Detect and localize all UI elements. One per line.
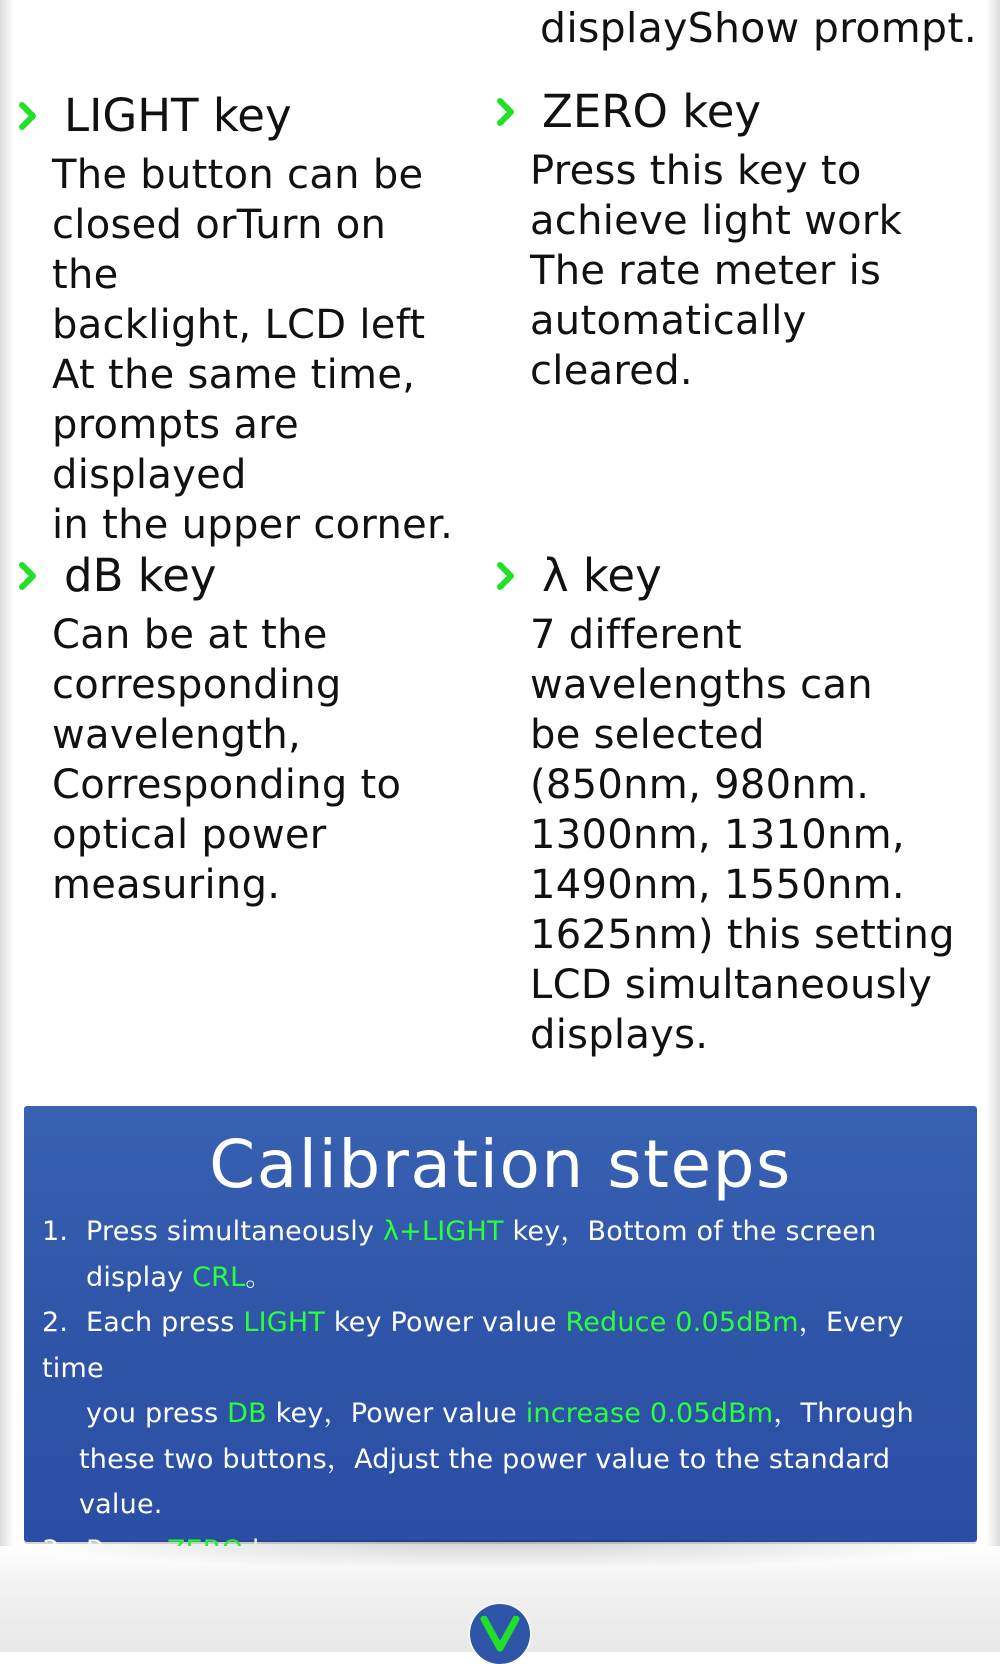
panel-shadow (0, 1540, 1000, 1570)
right-edge-shade (986, 0, 1000, 1652)
step-highlight: LIGHT (243, 1307, 326, 1338)
prior-text-fragment: displayShow prompt. (540, 4, 978, 52)
step-text: ，Every time (42, 1307, 904, 1384)
light-key-title: LIGHT key (64, 89, 292, 142)
step-text: 。 (245, 1261, 273, 1293)
chevron-right-icon (496, 92, 530, 132)
chevron-right-icon (18, 96, 52, 136)
db-key-title: dB key (64, 549, 217, 602)
db-key-section (18, 548, 458, 910)
calibration-step-2-cont2 (42, 1437, 971, 1528)
calibration-title: Calibration steps (209, 1126, 792, 1203)
step-highlight: DB (227, 1398, 267, 1429)
calibration-step-1-cont (42, 1255, 971, 1301)
light-key-section (18, 88, 458, 550)
zero-key-title: ZERO key (542, 85, 762, 138)
lambda-key-header (496, 548, 956, 604)
step-text: key Power value (325, 1307, 566, 1338)
lambda-key-title: λ key (542, 549, 662, 602)
check-v-icon (470, 1604, 530, 1664)
calibration-step-2 (42, 1300, 971, 1391)
step-text: you press (86, 1398, 228, 1429)
zero-key-header (496, 84, 936, 140)
step-text: Each press (86, 1307, 244, 1338)
zero-key-description: Press this key to achieve light work The rate meter is automatically cleared. (530, 148, 903, 394)
light-key-header (18, 88, 458, 144)
step-text: display (86, 1261, 193, 1293)
step-highlight: λ+LIGHT (382, 1216, 504, 1247)
step-highlight: Reduce 0.05dBm (565, 1307, 799, 1338)
calibration-step-2-cont (42, 1391, 971, 1437)
step-number: 1. (42, 1216, 69, 1247)
left-edge-shade (0, 0, 14, 1652)
zero-key-section (496, 84, 936, 396)
calibration-step-1 (42, 1209, 971, 1255)
step-highlight: CRL (192, 1261, 246, 1293)
chevron-right-icon (18, 556, 52, 596)
lambda-key-section (496, 548, 956, 1060)
step-highlight: increase 0.05dBm (525, 1398, 774, 1429)
step-number: 2. (42, 1307, 69, 1338)
step-text: these two buttons，Adjust the power value to the standard value. (79, 1443, 891, 1520)
db-key-header (18, 548, 458, 604)
light-key-description: The button can be closed orTurn on the backlight, LCD left At the same time, prompts are displayed in the upper corner. (52, 152, 454, 548)
db-key-description: Can be at the corresponding wavelength, Corresponding to optical power measuring. (52, 612, 402, 908)
lambda-key-description: 7 different wavelengths can be selected (850nm, 980nm. 1300nm, 1310nm, 1490nm, 1550nm. 1625nm) this setting LCD simultaneously displays. (530, 612, 955, 1058)
step-text: ，Through (773, 1398, 914, 1429)
calibration-panel (24, 1106, 977, 1542)
step-text: key，Bottom of the screen (503, 1216, 877, 1247)
chevron-right-icon (496, 556, 530, 596)
step-text: key，Power value (266, 1398, 526, 1429)
step-text: Press simultaneously (86, 1216, 383, 1247)
